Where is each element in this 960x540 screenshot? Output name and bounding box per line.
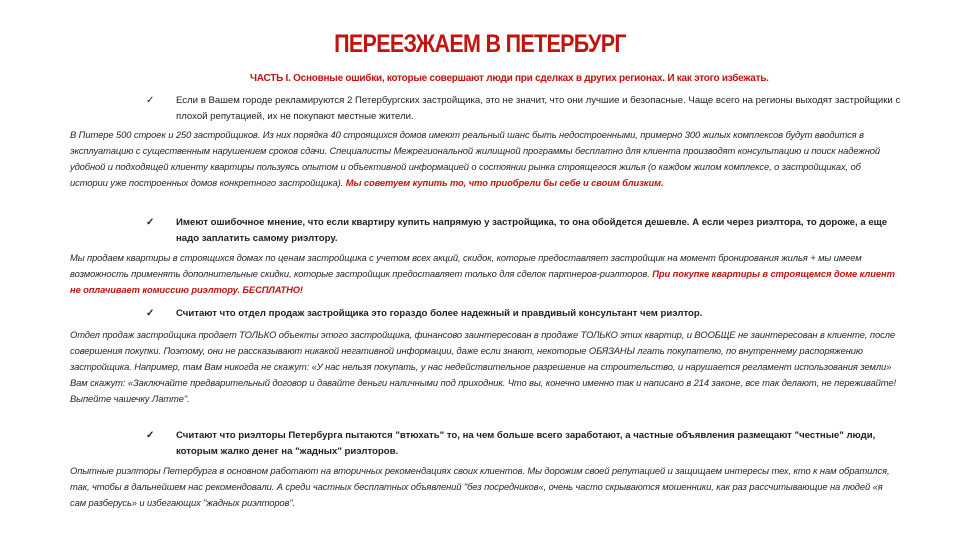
bullet-3 bbox=[146, 306, 906, 322]
paragraph-2 bbox=[70, 250, 900, 298]
paragraph-2-highlight: При покупке квартиры в строящемся доме клиент не оплачивает комиссию риэлтору. БЕСПЛАТНО! bbox=[70, 268, 895, 295]
paragraph-4 bbox=[70, 463, 900, 511]
slide-subtitle: ЧАСТЬ I. Основные ошибки, которые совершают люди при сделках в других регионах. И как этого избежать. bbox=[250, 73, 769, 84]
bullet-1-text: Если в Вашем городе рекламируются 2 Петербургских застройщика, это не значит, что они лучшие и безопасные. Чаще всего на регионы выходят застройщики с плохой репутацией, их не покупают местные жители. bbox=[176, 95, 901, 122]
paragraph-1 bbox=[70, 127, 900, 191]
bullet-1 bbox=[146, 93, 906, 125]
bullet-4-text: Считают что риэлторы Петербурга пытаются "втюхать" то, на чем больше всего заработают, а частные объявления размещают "честные" люди, которым жалко денег на "жадных" риэлторов. bbox=[176, 430, 876, 457]
checkmark-icon: ✓ bbox=[146, 430, 155, 441]
paragraph-2-text: Мы продаем квартиры в строящихся домах по ценам застройщика с учетом всех акций, скидок, которые предоставляет застройщик на момент бронирования жилья + мы имеем возможность применять дополнительные скидки, которые застройщик предоставляет только для сделок партнеров-риэлторов. bbox=[70, 252, 862, 279]
checkmark-icon: ✓ bbox=[146, 95, 155, 106]
paragraph-3-text: Отдел продаж застройщика продает ТОЛЬКО объекты этого застройщика, финансово заинтересован в продаже ТОЛЬКО этих квартир, и ВООБЩЕ не заинтересован в клиенте, после совершения покупки. Поэтому, они не рассказывают никакой негативной информации, даже если знают, некоторые ОБЯЗАНЫ лгать покупателю, по внутреннему распоряжению застройщика. Например, там Вам никогда не скажут: «У нас нельзя покупать, у нас недействительное разрешение на строительство, и нарушается регламент использования земли» Вам скажут: «Заключайте предварительный договор и давайте деньги наличными под приходник. Что вы, конечно именно так и написано в 214 законе, все так делают, не переживайте! Выпейте чашечку Латте". bbox=[70, 329, 897, 404]
slide-title: ПЕРЕЕЗЖАЕМ В ПЕТЕРБУРГ bbox=[334, 30, 626, 58]
paragraph-4-text: Опытные риэлторы Петербурга в основном работают на вторичных рекомендациях своих клиентов. Мы дорожим своей репутацией и защищаем интересы тех, кто к нам обратился, так, чтобы в дальнейшем нас рекомендовали. А среди частных бесплатных объявлений "без посредников«, очень часто скрываются мошенники, как раз рассчитывающие на людей «я сам разберусь» и избегающих "жадных риэлторов". bbox=[70, 465, 890, 508]
paragraph-1-highlight: Мы советуем купить то, что приобрели бы себе и своим близким. bbox=[345, 177, 664, 188]
paragraph-3 bbox=[70, 327, 900, 407]
paragraph-1-text: В Питере 500 строек и 250 застройщиков. Из них порядка 40 строящихся домов имеют реальный шанс быть недостроенными, примерно 300 жилых комплексов будут вводится в эксплуатацию с существенным нарушением сроков сдачи. Специалисты Межрегиональной жилищной программы бесплатно для клиента производят консультацию и поиск надежной удобной и подходящей клиенту квартиры пользуясь опытом и объективной информацией о состоянии рынка строящегося жилья (о каждом жилом комплексе, о застройщиках, об истории уже построенных домов конкретного застройщика). bbox=[70, 129, 880, 188]
checkmark-icon: ✓ bbox=[146, 217, 155, 228]
bullet-2-text: Имеют ошибочное мнение, что если квартиру купить напрямую у застройщика, то она обойдется дешевле. А если через риэлтора, то дороже, а еще надо заплатить самому риэлтору. bbox=[176, 217, 888, 244]
bullet-2 bbox=[146, 215, 906, 247]
bullet-4 bbox=[146, 428, 906, 460]
bullet-3-text: Считают что отдел продаж застройщика это гораздо более надежный и правдивый консультант чем риэлтор. bbox=[176, 308, 703, 319]
checkmark-icon: ✓ bbox=[146, 308, 155, 319]
